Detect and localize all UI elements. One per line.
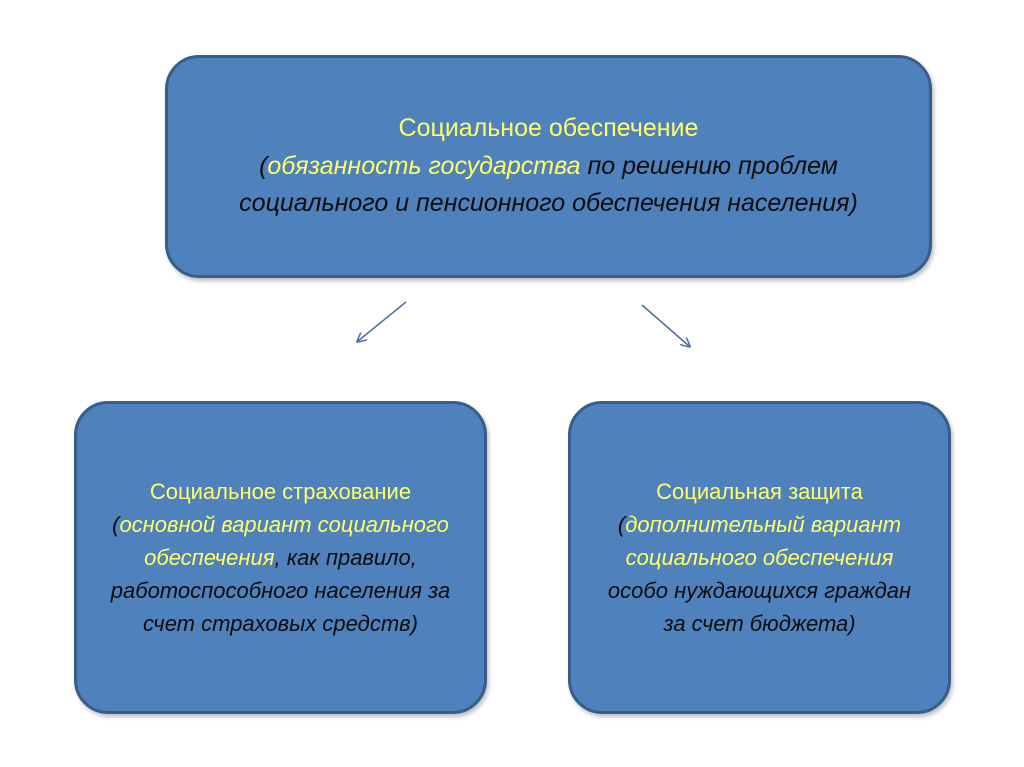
- social-insurance-highlight: основной вариант социального обеспечения: [119, 512, 449, 570]
- social-protection-text: [597, 475, 922, 640]
- social-insurance-open-paren: (: [112, 512, 120, 537]
- social-security-title: Социальное обеспечение: [398, 114, 699, 143]
- social-security-box: [165, 55, 932, 278]
- social-insurance-box: [74, 401, 487, 714]
- social-security-highlight: обязанность государства: [267, 151, 581, 180]
- social-insurance-title: Социальное страхование: [149, 479, 412, 504]
- social-security-text: [208, 110, 889, 223]
- social-insurance-description: , как правило, работоспособного населения за счет страховых средств): [110, 545, 451, 636]
- social-protection-title: Социальная защита: [656, 479, 863, 504]
- social-protection-open-paren: (: [617, 512, 626, 537]
- social-protection-description: особо нуждающихся граждан за счет бюджета): [607, 578, 912, 636]
- social-security-description: по решению проблем социального и пенсионного обеспечения населения): [239, 151, 858, 218]
- arrow-to-social-protection: [642, 305, 689, 346]
- arrow-to-social-insurance: [358, 302, 406, 341]
- social-protection-highlight: дополнительный вариант социального обеспечения: [625, 512, 902, 570]
- social-protection-box: [568, 401, 951, 714]
- social-security-open-paren: (: [259, 151, 268, 180]
- social-insurance-text: [107, 475, 454, 640]
